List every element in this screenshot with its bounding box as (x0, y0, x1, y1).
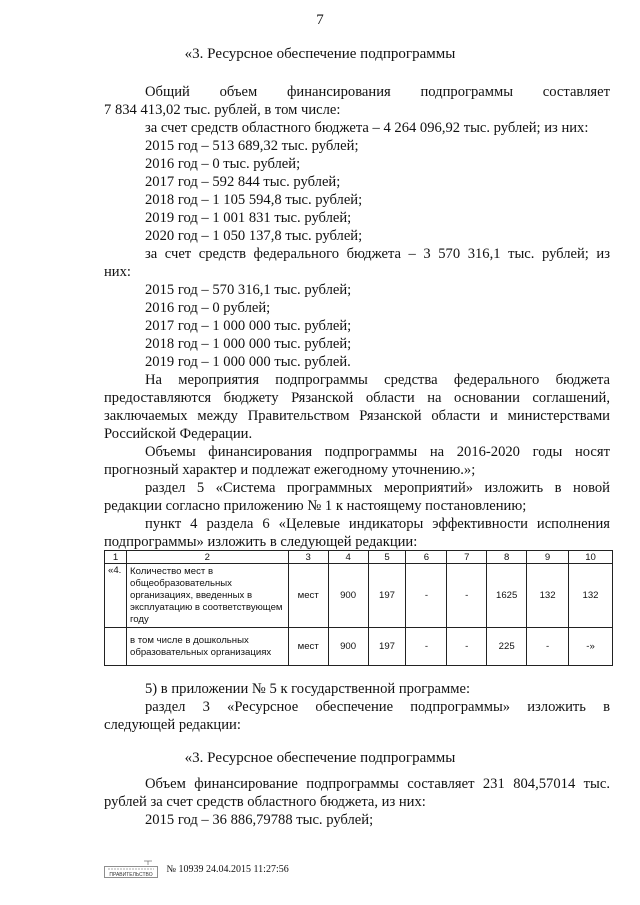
paragraph-line: 7 834 413,02 тыс. рублей, в том числе: (104, 102, 341, 118)
table-header-cell: 6 (406, 551, 447, 564)
paragraph-line: за счет средств федерального бюджета – 3 570 316,1 тыс. рублей; из (145, 246, 610, 262)
paragraph-line: подпрограммы» изложить в следующей редакции: (104, 534, 418, 550)
table-cell: 197 (368, 628, 406, 666)
table-cell: мест (288, 564, 328, 628)
table-header-cell: 3 (288, 551, 328, 564)
paragraph-line: рублей за счет средств областного бюджета, из них: (104, 794, 426, 810)
paragraph-line: раздел 5 «Система программных мероприятий» изложить в новой (145, 480, 610, 496)
registration-footer (104, 860, 289, 878)
table-cell: - (447, 564, 487, 628)
paragraph-line: редакции согласно приложению № 1 к настоящему постановлению; (104, 498, 527, 514)
list-item: 2019 год – 1 000 000 тыс. рублей. (145, 354, 351, 370)
section-heading: «3. Ресурсное обеспечение подпрограммы (184, 46, 456, 62)
table-cell: -» (569, 628, 613, 666)
table-cell: Количество мест в общеобразовательных организациях, введенных в эксплуатацию в соответствующем году (126, 564, 288, 628)
table-cell: 132 (569, 564, 613, 628)
table-header-cell: 8 (487, 551, 527, 564)
table-header-cell: 10 (569, 551, 613, 564)
table-cell: 900 (328, 564, 368, 628)
paragraph-line: 5) в приложении № 5 к государственной программе: (145, 681, 471, 697)
table-cell: - (406, 564, 447, 628)
table-header-cell: 9 (527, 551, 569, 564)
table-cell: - (447, 628, 487, 666)
list-item: 2017 год – 1 000 000 тыс. рублей; (145, 318, 352, 334)
svg-text:ПРАВИТЕЛЬСТВО: ПРАВИТЕЛЬСТВО (109, 872, 153, 878)
paragraph-line: Объем финансирование подпрограммы составляет 231 804,57014 тыс. (145, 776, 610, 792)
registration-stamp-icon (104, 860, 158, 878)
paragraph-line: раздел 3 «Ресурсное обеспечение подпрограммы» изложить в (145, 699, 610, 715)
table-header-row (105, 551, 613, 564)
list-item: 2015 год – 570 316,1 тыс. рублей; (145, 282, 352, 298)
paragraph-line: На мероприятия подпрограммы средства федерального бюджета (145, 372, 610, 388)
section-heading: «3. Ресурсное обеспечение подпрограммы (184, 750, 456, 766)
paragraph-line: них: (104, 264, 131, 280)
table-header-cell: 4 (328, 551, 368, 564)
paragraph-line: следующей редакции: (104, 717, 241, 733)
table-cell: 132 (527, 564, 569, 628)
list-item: 2015 год – 36 886,79788 тыс. рублей; (145, 812, 374, 828)
table-row (105, 628, 613, 666)
table-header-cell: 5 (368, 551, 406, 564)
table-cell: 225 (487, 628, 527, 666)
paragraph-line: заключаемых между Правительством Рязанской области и министерствами (104, 408, 610, 424)
paragraph-line: за счет средств областного бюджета – 4 264 096,92 тыс. рублей; из них: (145, 120, 589, 136)
paragraph-line: Общий объем финансирования подпрограммы составляет (145, 84, 610, 100)
list-item: 2016 год – 0 тыс. рублей; (145, 156, 301, 172)
table-cell: в том числе в дошкольных образовательных организациях (126, 628, 288, 666)
list-item: 2019 год – 1 001 831 тыс. рублей; (145, 210, 352, 226)
list-item: 2018 год – 1 105 594,8 тыс. рублей; (145, 192, 363, 208)
table-cell: 1625 (487, 564, 527, 628)
list-item: 2020 год – 1 050 137,8 тыс. рублей; (145, 228, 363, 244)
table-header-cell: 1 (105, 551, 127, 564)
page-number: 7 (316, 12, 324, 28)
table-cell: - (527, 628, 569, 666)
table-cell: 900 (328, 628, 368, 666)
paragraph-line: Объемы финансирования подпрограммы на 2016-2020 годы носят (145, 444, 610, 460)
list-item: 2017 год – 592 844 тыс. рублей; (145, 174, 341, 190)
table-row (105, 564, 613, 628)
document-registration-info: № 10939 24.04.2015 11:27:56 (166, 863, 289, 875)
list-item: 2018 год – 1 000 000 тыс. рублей; (145, 336, 352, 352)
table-cell: мест (288, 628, 328, 666)
table-header-cell: 2 (126, 551, 288, 564)
table-header-cell: 7 (447, 551, 487, 564)
table-cell: 197 (368, 564, 406, 628)
list-item: 2016 год – 0 рублей; (145, 300, 271, 316)
paragraph-line: прогнозный характер и подлежат ежегодному уточнению.»; (104, 462, 476, 478)
list-item: 2015 год – 513 689,32 тыс. рублей; (145, 138, 359, 154)
table-cell: «4. (105, 564, 127, 628)
paragraph-line: предоставляются бюджету Рязанской области на основании соглашений, (104, 390, 610, 406)
table-cell: - (406, 628, 447, 666)
indicators-table (104, 550, 613, 666)
table-cell (105, 628, 127, 666)
paragraph-line: пункт 4 раздела 6 «Целевые индикаторы эффективности исполнения (145, 516, 610, 532)
paragraph-line: Российской Федерации. (104, 426, 253, 442)
